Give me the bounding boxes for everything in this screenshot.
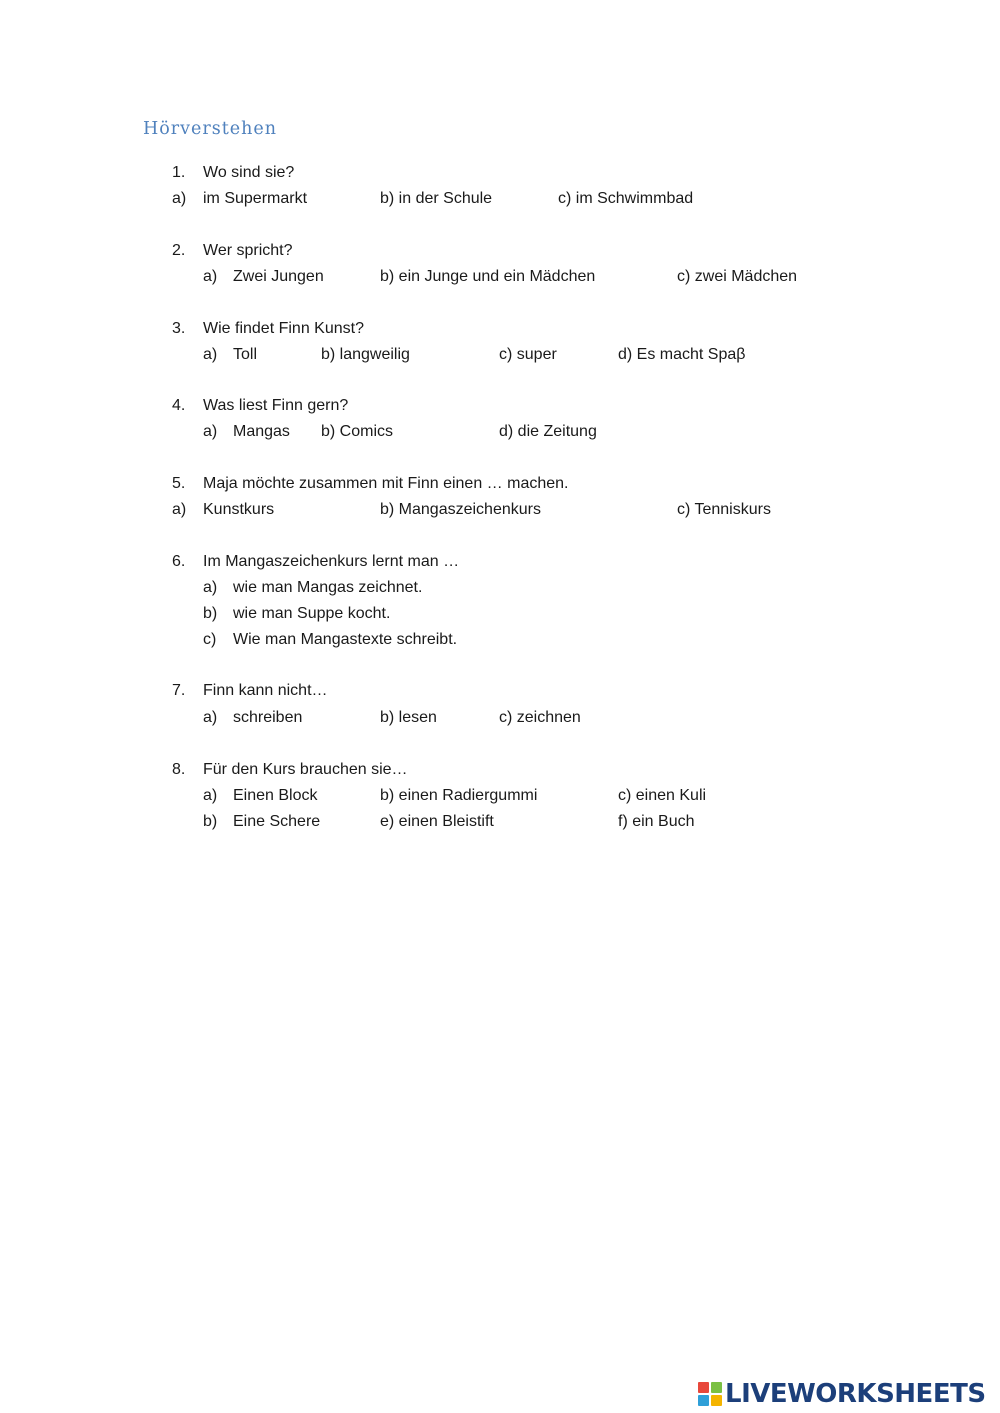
option-letter: a) [203, 579, 218, 596]
question-text: Wo sind sie? [203, 164, 295, 181]
worksheet-title: Hörverstehen [143, 119, 278, 139]
question-number: 7. [172, 682, 186, 699]
option-letter: b) [203, 813, 218, 830]
option-d[interactable]: Eine Schere [233, 813, 321, 830]
question-number: 8. [172, 761, 186, 778]
question-number: 2. [172, 242, 186, 259]
option-a[interactable]: im Supermarkt [203, 190, 308, 207]
option-letter: a) [172, 190, 187, 207]
option-letter: a) [203, 268, 218, 285]
option-a[interactable]: Einen Block [233, 787, 318, 804]
option-b[interactable]: b) in der Schule [380, 190, 493, 207]
question-text: Was liest Finn gern? [203, 397, 349, 414]
question-number: 5. [172, 475, 186, 492]
option-b[interactable]: b) lesen [380, 709, 437, 726]
option-a[interactable]: wie man Mangas zeichnet. [233, 579, 423, 596]
question-text: Wie findet Finn Kunst? [203, 320, 364, 337]
question-text: Für den Kurs brauchen sie… [203, 761, 408, 778]
question-text: Maja möchte zusammen mit Finn einen … machen. [203, 475, 569, 492]
option-letter: a) [203, 423, 218, 440]
option-c[interactable]: c) einen Kuli [618, 787, 707, 804]
option-c[interactable]: c) im Schwimmbad [558, 190, 694, 207]
option-a[interactable]: Kunstkurs [203, 501, 275, 518]
option-c[interactable]: Wie man Mangastexte schreibt. [233, 631, 458, 648]
option-b[interactable]: b) einen Radiergummi [380, 787, 538, 804]
question-number: 4. [172, 397, 186, 414]
option-f[interactable]: f) ein Buch [618, 813, 695, 830]
option-d[interactable]: d) Es macht Spaβ [618, 346, 746, 363]
option-b[interactable]: b) langweilig [321, 346, 410, 363]
option-a[interactable]: Toll [233, 346, 258, 363]
option-letter: b) [203, 605, 218, 622]
question-text: Im Mangaszeichenkurs lernt man … [203, 553, 460, 570]
option-a[interactable]: Zwei Jungen [233, 268, 324, 285]
option-letter: a) [172, 501, 187, 518]
option-letter: c) [203, 631, 217, 648]
option-d[interactable]: d) die Zeitung [499, 423, 597, 440]
option-e[interactable]: e) einen Bleistift [380, 813, 494, 830]
option-c[interactable]: c) super [499, 346, 557, 363]
option-c[interactable]: c) zeichnen [499, 709, 581, 726]
option-a[interactable]: schreiben [233, 709, 303, 726]
option-b[interactable]: wie man Suppe kocht. [233, 605, 391, 622]
logo-text: LIVEWORKSHEETS [725, 1379, 986, 1409]
question-number: 3. [172, 320, 186, 337]
liveworksheets-logo [698, 1378, 986, 1410]
option-letter: a) [203, 709, 218, 726]
question-number: 6. [172, 553, 186, 570]
logo-icon [698, 1382, 722, 1406]
option-b[interactable]: b) Comics [321, 423, 394, 440]
option-c[interactable]: c) Tenniskurs [677, 501, 771, 518]
question-text: Wer spricht? [203, 242, 293, 259]
option-b[interactable]: b) Mangaszeichenkurs [380, 501, 541, 518]
option-b[interactable]: b) ein Junge und ein Mädchen [380, 268, 596, 285]
option-letter: a) [203, 346, 218, 363]
question-number: 1. [172, 164, 186, 181]
option-letter: a) [203, 787, 218, 804]
question-text: Finn kann nicht… [203, 682, 328, 699]
option-c[interactable]: c) zwei Mädchen [677, 268, 798, 285]
option-a[interactable]: Mangas [233, 423, 290, 440]
